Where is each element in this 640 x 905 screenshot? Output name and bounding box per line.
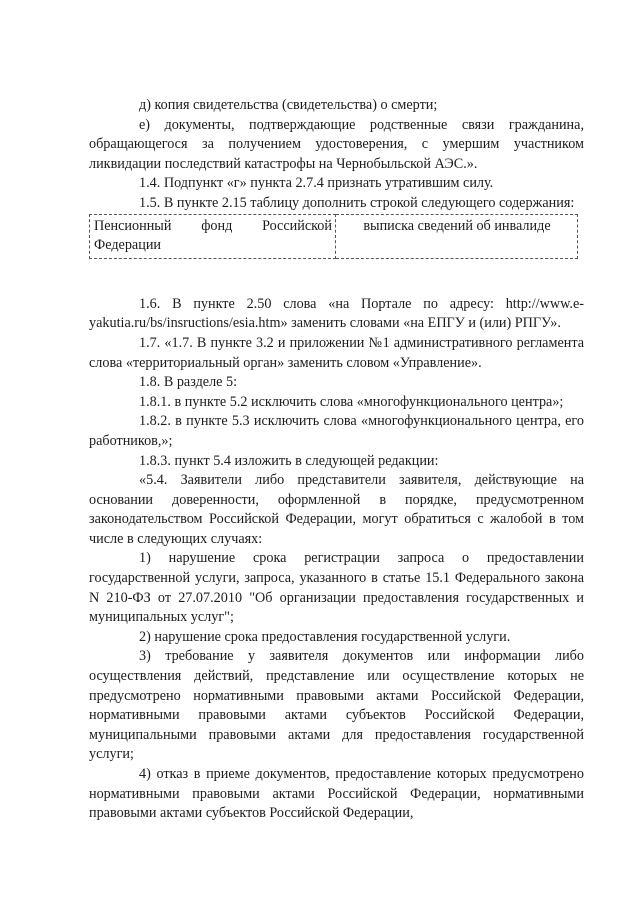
table-cell-organization: Пенсионный фонд Российской Федерации (90, 214, 336, 258)
paragraph-kinship-documents: е) документы, подтверждающие родственные связи гражданина, обращающегося за получением удостоверения, с умершим участником ликвидации последствий катастрофы на Чернобыльской АЭС.». (89, 116, 584, 172)
table-row (90, 214, 578, 258)
paragraph-case-3: 3) требование у заявителя документов или информации либо осуществления действий, представление или осуществление которых не предусмотрено нормативными правовыми актами Российской Федерации, нормативными правовыми актами субъектов Российской Федерации, муниципальными правовыми актами для предоставления государственной услуги; (89, 648, 584, 763)
paragraph-1-8-2: 1.8.2. в пункте 5.3 исключить слова «многофункционального центра, его работников,»; (89, 413, 584, 449)
paragraph-case-4: 4) отказ в приеме документов, предоставление которых предусмотрено нормативными правовыми актами Российской Федерации, нормативными правовыми актами субъектов Российской Федерации, (89, 766, 584, 822)
paragraph-1-7: 1.7. «1.7. В пункте 3.2 и приложении №1 административного регламента слова «территориальный орган» заменить словом «Управление». (89, 334, 584, 371)
table-cell-document: выписка сведений об инвалиде (336, 214, 578, 258)
paragraph-5-4: «5.4. Заявители либо представители заявителя, действующие на основании доверенности, оформленной в порядке, предусмотренном законодательством Российской Федерации, могут обратиться с жалобой в том числе в следующих случаях: (89, 472, 584, 547)
insert-table (89, 214, 578, 259)
paragraph-1-4: 1.4. Подпункт «г» пункта 2.7.4 признать утратившим силу. (139, 175, 494, 192)
paragraph-case-1: 1) нарушение срока регистрации запроса о предоставлении государственной услуги, запроса, указанного в статье 15.1 Федерального закона N 210-ФЗ от 27.07.2010 "Об организации предоставления государственных и муниципальных услуг"; (89, 550, 584, 626)
paragraph-death-certificate: д) копия свидетельства (свидетельства) о смерти; (139, 97, 438, 113)
paragraph-1-8: 1.8. В разделе 5: (139, 374, 238, 391)
paragraph-1-8-1: 1.8.1. в пункте 5.2 исключить слова «многофункционального центра»; (139, 393, 564, 410)
paragraph-1-6: 1.6. В пункте 2.50 слова «на Портале по адресу: http://www.e-yakutia.ru/bs/insructions/esia.htm» заменить словами «на ЕПГУ и (или) РПГУ». (89, 295, 584, 332)
paragraph-case-2: 2) нарушение срока предоставления государственной услуги. (139, 628, 511, 645)
paragraph-1-8-3: 1.8.3. пункт 5.4 изложить в следующей редакции: (139, 452, 439, 469)
paragraph-1-5: 1.5. В пункте 2.15 таблицу дополнить строкой следующего содержания: (139, 194, 575, 211)
document-page (89, 96, 584, 824)
